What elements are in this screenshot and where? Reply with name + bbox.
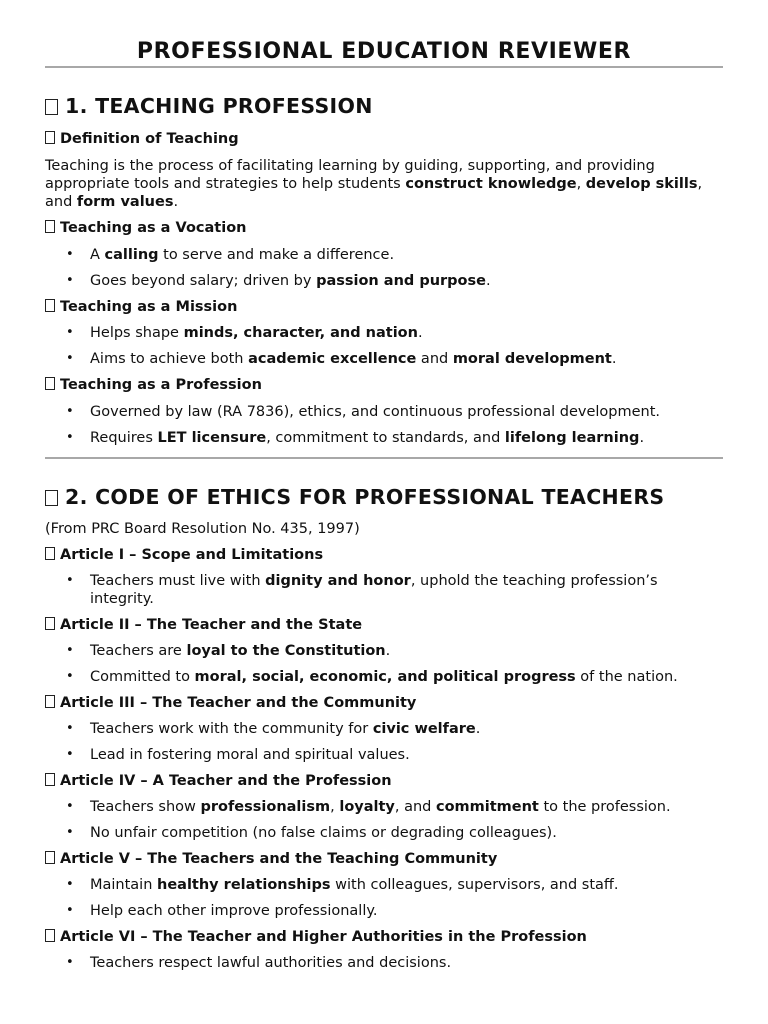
bullet-icon: •	[66, 430, 74, 445]
bullet-icon: •	[66, 351, 74, 366]
list-item: • Helps shape minds, character, and nation.	[66, 325, 423, 341]
missing-glyph-icon	[45, 377, 55, 390]
bullet-icon: •	[66, 903, 74, 918]
list-item: • A calling to serve and make a difference.	[66, 247, 395, 263]
bullet-icon: •	[66, 825, 74, 840]
article-2-list	[45, 642, 723, 686]
bullet-icon: •	[66, 273, 74, 288]
article-6-list	[45, 954, 723, 972]
article-2-heading: Article II – The Teacher and the State	[45, 616, 723, 634]
list-item: • Teachers are loyal to the Constitution.	[66, 643, 391, 659]
list-item: • Teachers respect lawful authorities and decisions.	[66, 955, 452, 971]
section-1-heading: 1. TEACHING PROFESSION	[45, 93, 723, 119]
bullet-icon: •	[66, 643, 74, 658]
missing-glyph-icon	[45, 851, 55, 864]
bullet-icon: •	[66, 669, 74, 684]
article-3-heading: Article III – The Teacher and the Community	[45, 694, 723, 712]
list-item: • Teachers show professionalism, loyalty, and commitment to the profession.	[66, 799, 671, 815]
missing-glyph-icon	[45, 299, 55, 312]
document-title: PROFESSIONAL EDUCATION REVIEWER	[136, 39, 632, 64]
article-5-heading: Article V – The Teachers and the Teaching Community	[45, 850, 723, 868]
mission-heading: Teaching as a Mission	[45, 298, 723, 316]
article-1-heading: Article I – Scope and Limitations	[45, 546, 723, 564]
missing-glyph-icon	[45, 131, 55, 144]
definition-heading: Definition of Teaching	[45, 130, 723, 148]
profession-list	[45, 403, 723, 447]
missing-glyph-icon	[45, 617, 55, 630]
list-item: • Goes beyond salary; driven by passion and purpose.	[66, 273, 491, 289]
bullet-icon: •	[66, 721, 74, 736]
section-2-heading: 2. CODE OF ETHICS FOR PROFESSIONAL TEACHERS	[45, 484, 723, 510]
mission-list	[45, 324, 723, 368]
vocation-heading: Teaching as a Vocation	[45, 219, 723, 237]
profession-heading: Teaching as a Profession	[45, 376, 723, 394]
bullet-icon: •	[66, 325, 74, 340]
list-item: • Teachers work with the community for civic welfare.	[66, 721, 481, 737]
list-item: • Maintain healthy relationships with colleagues, supervisors, and staff.	[66, 877, 619, 893]
bullet-icon: •	[66, 747, 74, 762]
missing-glyph-icon	[45, 490, 58, 506]
missing-glyph-icon	[45, 220, 55, 233]
missing-glyph-icon	[45, 99, 58, 115]
bullet-icon: •	[66, 799, 74, 814]
definition-paragraph: Teaching is the process of facilitating learning by guiding, supporting, and providing appropriate tools and strategies to help students construct knowledge, develop skills, and form values.	[45, 158, 703, 210]
list-item: • Help each other improve professionally.	[66, 903, 378, 919]
article-3-list	[45, 720, 723, 764]
list-item: • Committed to moral, social, economic, and political progress of the nation.	[66, 669, 678, 685]
article-6-heading: Article VI – The Teacher and Higher Authorities in the Profession	[45, 928, 723, 946]
bullet-icon: •	[66, 247, 74, 262]
bullet-icon: •	[66, 404, 74, 419]
list-item: • Governed by law (RA 7836), ethics, and continuous professional development.	[66, 404, 661, 420]
list-item: • Lead in fostering moral and spiritual values.	[66, 747, 410, 763]
list-item: • Aims to achieve both academic excellence and moral development.	[66, 351, 617, 367]
article-1-list	[45, 572, 723, 608]
bullet-icon: •	[66, 955, 74, 970]
list-item: • Teachers must live with dignity and honor, uphold the teaching profession’s integrity.	[66, 573, 658, 607]
missing-glyph-icon	[45, 773, 55, 786]
article-4-heading: Article IV – A Teacher and the Profession	[45, 772, 723, 790]
bullet-icon: •	[66, 877, 74, 892]
missing-glyph-icon	[45, 695, 55, 708]
article-5-list	[45, 876, 723, 920]
source-note: (From PRC Board Resolution No. 435, 1997)	[45, 521, 360, 537]
missing-glyph-icon	[45, 929, 55, 942]
list-item: • Requires LET licensure, commitment to standards, and lifelong learning.	[66, 430, 645, 446]
bullet-icon: •	[66, 573, 74, 588]
section-divider	[45, 66, 723, 68]
list-item: • No unfair competition (no false claims or degrading colleagues).	[66, 825, 557, 841]
missing-glyph-icon	[45, 547, 55, 560]
vocation-list	[45, 246, 723, 290]
article-4-list	[45, 798, 723, 842]
section-divider	[45, 457, 723, 459]
